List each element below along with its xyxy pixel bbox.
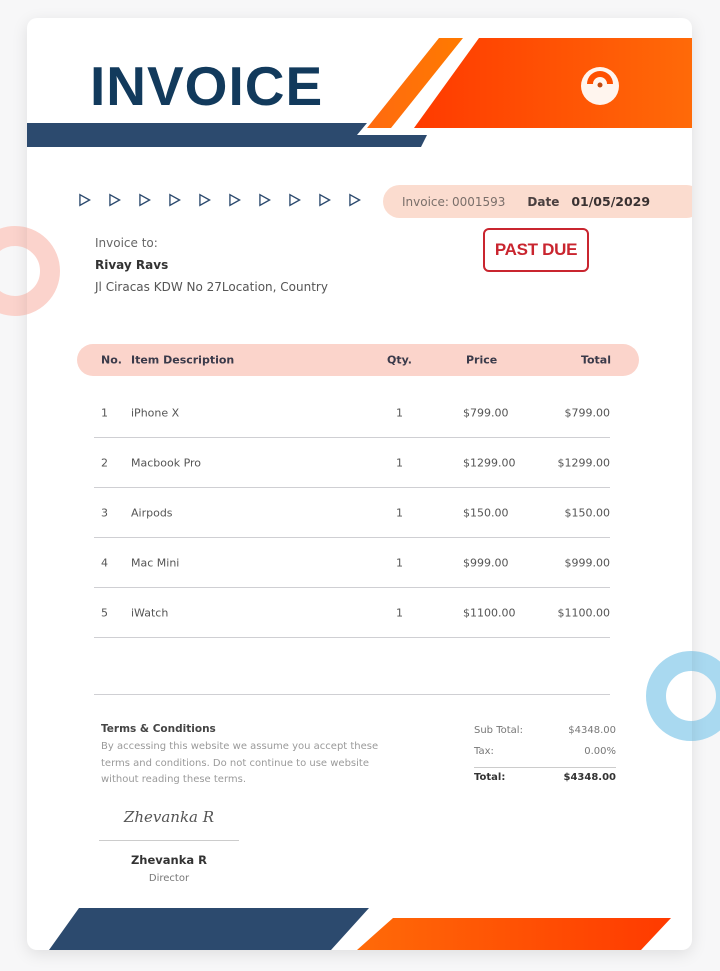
table-row bbox=[94, 388, 610, 438]
play-arrow-icon bbox=[198, 193, 212, 207]
play-arrow-icon bbox=[318, 193, 332, 207]
table-row bbox=[94, 538, 610, 588]
row-total: $1299.00 bbox=[557, 456, 610, 469]
terms-title: Terms & Conditions bbox=[101, 723, 216, 735]
row-no: 2 bbox=[101, 456, 108, 469]
invoice-card bbox=[27, 18, 692, 950]
date-label: Date bbox=[527, 194, 560, 209]
play-arrow-icon bbox=[258, 193, 272, 207]
row-price: $799.00 bbox=[463, 406, 509, 419]
row-price: $1100.00 bbox=[463, 606, 516, 619]
bill-to-block bbox=[95, 236, 328, 294]
subtotal-label: Sub Total: bbox=[474, 725, 523, 736]
terms-body: By accessing this website we assume you accept these terms and conditions. Do not continue to use website without reading these terms. bbox=[101, 741, 379, 785]
signatory-name: Zhevanka R bbox=[130, 853, 208, 867]
invoice-date: 01/05/2029 bbox=[571, 194, 651, 209]
tax-row bbox=[474, 744, 616, 765]
play-arrow-icon bbox=[228, 193, 242, 207]
row-qty: 1 bbox=[396, 556, 403, 569]
total-value: $4348.00 bbox=[563, 772, 616, 783]
items-table-body bbox=[94, 388, 610, 638]
subtotal-value: $4348.00 bbox=[568, 725, 616, 736]
signature-block bbox=[99, 808, 239, 884]
totals-block bbox=[474, 723, 616, 789]
tax-label: Tax: bbox=[474, 746, 494, 757]
row-qty: 1 bbox=[396, 506, 403, 519]
row-qty: 1 bbox=[396, 456, 403, 469]
row-description: iWatch bbox=[131, 606, 169, 619]
col-header-total: Total bbox=[580, 353, 611, 367]
row-description: Airpods bbox=[131, 506, 173, 519]
signatory-role: Director bbox=[148, 873, 190, 884]
play-arrow-icon bbox=[138, 193, 152, 207]
row-no: 5 bbox=[101, 606, 108, 619]
play-arrow-icon bbox=[108, 193, 122, 207]
row-no: 3 bbox=[101, 506, 108, 519]
invoice-number: 0001593 bbox=[451, 194, 506, 209]
client-name: Rivay Ravs bbox=[95, 258, 169, 272]
row-total: $999.00 bbox=[564, 556, 610, 569]
items-table-header bbox=[77, 344, 639, 376]
row-description: Macbook Pro bbox=[131, 456, 202, 469]
row-total: $1100.00 bbox=[557, 606, 610, 619]
terms-block bbox=[101, 723, 391, 789]
invoice-title: INVOICE bbox=[90, 55, 324, 117]
signature-script: Zhevanka R bbox=[123, 808, 215, 826]
col-header-price: Price bbox=[466, 353, 498, 367]
row-price: $1299.00 bbox=[463, 456, 516, 469]
invoice-meta-pill bbox=[383, 185, 692, 218]
row-description: Mac Mini bbox=[131, 556, 180, 569]
footer-banner-shapes bbox=[27, 898, 692, 950]
signature-line bbox=[99, 840, 239, 841]
invoice-number-label: Invoice: bbox=[402, 194, 449, 209]
pokeball-logo-icon bbox=[579, 65, 621, 107]
row-description: iPhone X bbox=[131, 406, 180, 419]
row-qty: 1 bbox=[396, 606, 403, 619]
row-total: $799.00 bbox=[564, 406, 610, 419]
pink-ring-decoration-inner bbox=[27, 226, 60, 316]
row-total: $150.00 bbox=[564, 506, 610, 519]
bill-to-label: Invoice to: bbox=[95, 236, 158, 250]
row-price: $150.00 bbox=[463, 506, 509, 519]
play-arrow-icon bbox=[348, 193, 362, 207]
col-header-qty: Qty. bbox=[387, 353, 412, 367]
decorative-arrow-row bbox=[78, 193, 362, 207]
row-no: 4 bbox=[101, 556, 108, 569]
row-no: 1 bbox=[101, 406, 108, 419]
table-end-divider bbox=[94, 694, 610, 695]
tax-value: 0.00% bbox=[584, 746, 616, 757]
total-label: Total: bbox=[474, 772, 506, 783]
play-arrow-icon bbox=[288, 193, 302, 207]
table-row bbox=[94, 588, 610, 638]
client-address: Jl Ciracas KDW No 27Location, Country bbox=[95, 280, 328, 294]
table-row bbox=[94, 488, 610, 538]
subtotal-row bbox=[474, 723, 616, 744]
row-qty: 1 bbox=[396, 406, 403, 419]
play-arrow-icon bbox=[78, 193, 92, 207]
total-row bbox=[474, 768, 616, 789]
col-header-no: No. bbox=[101, 353, 122, 367]
row-price: $999.00 bbox=[463, 556, 509, 569]
table-row bbox=[94, 438, 610, 488]
past-due-stamp: PAST DUE bbox=[483, 228, 589, 272]
col-header-description: Item Description bbox=[131, 353, 235, 367]
blue-ring-decoration-inner bbox=[646, 651, 692, 741]
play-arrow-icon bbox=[168, 193, 182, 207]
